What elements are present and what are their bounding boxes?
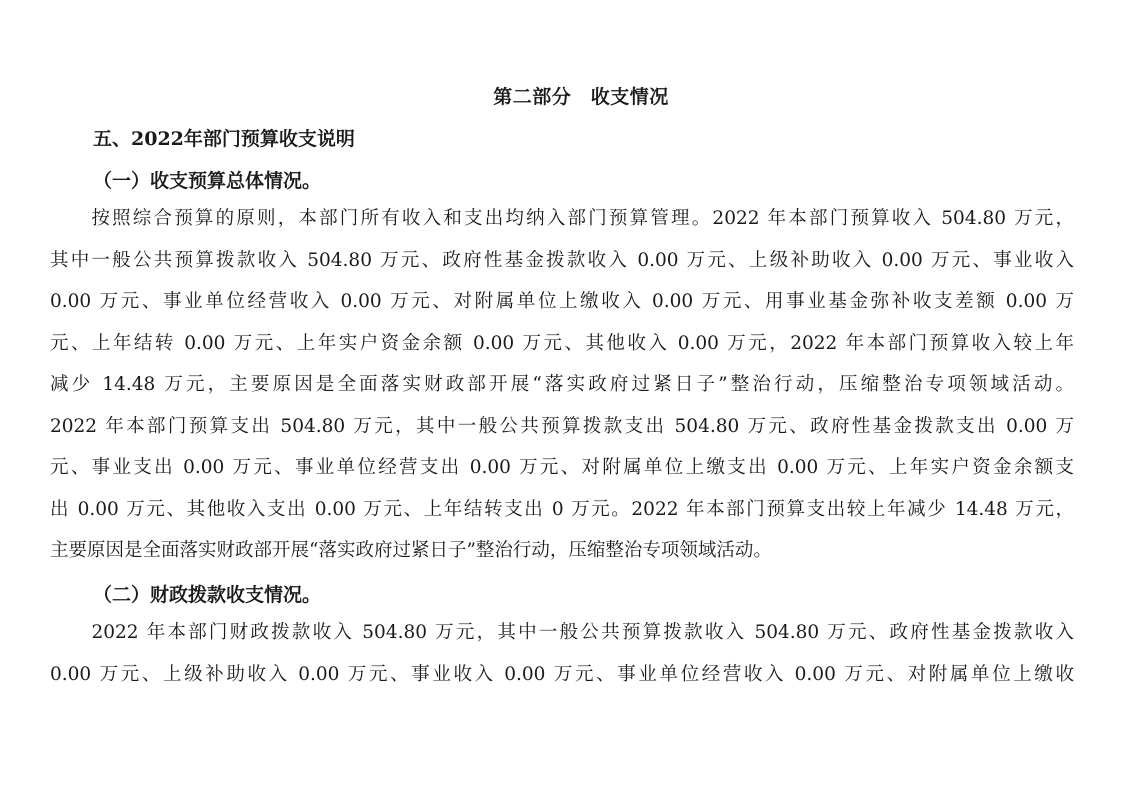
part-title: 第二部分 收支情况 [493,86,669,108]
paragraph-line: 主要原因是全面落实财政部开展“落实政府过紧日子”整治行动，压缩整治专项领域活动。 [50,540,772,561]
paragraph-line: 按照综合预算的原则，本部门所有收入和支出均纳入部门预算管理。2022 年本部门预算收入 504.80 万元， [50,208,1074,229]
paragraph-line: 元、上年结转 0.00 万元、上年实户资金余额 0.00 万元、其他收入 0.00 万元，2022 年本部门预算收入较上年 [50,332,1074,354]
paragraph-line: 其中一般公共预算拨款收入 504.80 万元、政府性基金拨款收入 0.00 万元、上级补助收入 0.00 万元、事业收入 [50,249,1074,271]
paragraph-line: 2022 年本部门预算支出 504.80 万元，其中一般公共预算拨款支出 504.80 万元、政府性基金拨款支出 0.00 万 [50,415,1074,437]
paragraph-line: 0.00 万元、事业单位经营收入 0.00 万元、对附属单位上缴收入 0.00 万元、用事业基金弥补收支差额 0.00 万 [50,291,1074,312]
paragraph-line: 出 0.00 万元、其他收入支出 0.00 万元、上年结转支出 0 万元。2022 年本部门预算支出较上年减少 14.48 万元， [50,498,1074,520]
paragraph-line: 0.00 万元、上级补助收入 0.00 万元、事业收入 0.00 万元、事业单位经营收入 0.00 万元、对附属单位上缴收 [50,663,1074,685]
paragraph-line: 2022 年本部门财政拨款收入 504.80 万元，其中一般公共预算拨款收入 504.80 万元、政府性基金拨款收入 [50,622,1074,643]
paragraph-line: 元、事业支出 0.00 万元、事业单位经营支出 0.00 万元、对附属单位上缴支出 0.00 万元、上年实户资金余额支 [50,457,1074,478]
paragraph-fiscal [50,612,1074,695]
subsection-heading-fiscal: （二）财政拨款收支情况。 [93,584,322,606]
subsection-heading-overall: （一）收支预算总体情况。 [93,170,322,192]
paragraph-line: 减少 14.48 万元，主要原因是全面落实财政部开展“落实政府过紧日子”整治行动，压缩整治专项领域活动。 [50,374,1074,395]
paragraph-overall [50,198,1074,572]
section-heading: 五、2022年部门预算收支说明 [93,128,355,150]
